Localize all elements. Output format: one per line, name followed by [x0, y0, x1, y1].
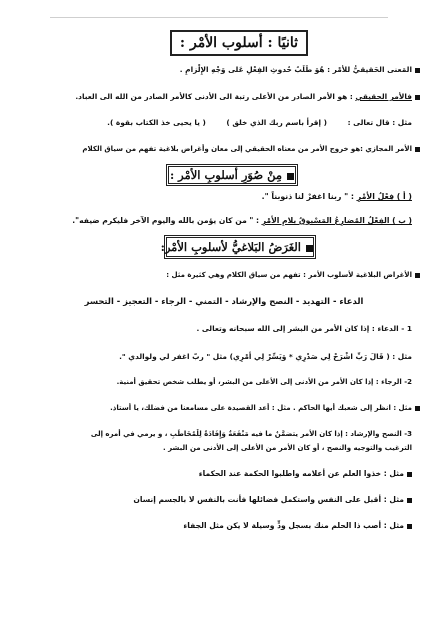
form-b-line: ( ب ) الفِعْلُ المُضارِعُ المَسْبوقُ بلامِ الأمْرِ : " من كان يؤمن بالله واليوم الآخر فليكرم ضيفه". [72, 216, 412, 225]
dua-example: مثل : ( قَالَ رَبِّ اشْرَحْ لِي صَدْرِي * وَيَسِّرْ لِي أَمْرِي) مثل " ربّ اغفر لي ولوالدي ". [119, 352, 412, 361]
nush-example-1: مثل : خذوا العلم عن أعلامه واطلبوا الحكمة عند الحكماء [22, 468, 412, 479]
purposes-intro-line: الأغراض البلاغية لأسلوب الأمر : تفهم من سياق الكلام وهي كثيرة مثل : [22, 270, 420, 281]
nush-heading: 3- النصح والإرشاد : إذا كان الأمر يتضمَّنُ ما فيه مَنْفَعَةٌ وَإِفَادَةٌ لِلْمُخَاطَبِ ، و يرمي في أمره إلى [90, 430, 412, 438]
section-title: ثانيًا : أسلوب الأمْر : [179, 35, 299, 51]
example-line: مثل : قال تعالى : ( إقرأ باسم ربك الذي خلق ) ( يا يحيى خذ الكتاب بقوة ). [107, 118, 412, 127]
bullet-icon [407, 498, 412, 503]
square-icon [287, 173, 294, 180]
nush-example-3: مثل : أصب ذا الحلم منك بسجل ودٍّ وسيلة لا يكن مثل الجفاء [22, 520, 412, 531]
purposes-list: الدعاء - التهديد - النصح والإرشاد - التمني - الرجاء - التعجيز - التحسر [84, 296, 364, 306]
bullet-icon [415, 147, 420, 152]
bullet-icon [407, 472, 412, 477]
section-title-box [170, 30, 308, 56]
top-divider [50, 17, 388, 18]
bullet-icon [407, 524, 412, 529]
purposes-title-box: الغَرَضُ البَلاغيُّ لأسلوبِ الأمْر: [164, 235, 316, 259]
raja-example: مثل : انظر إلى شعبك أيها الحاكم . مثل : أعد القصيدة على مسامعنا من فضلك، يا أستاذ. [22, 403, 420, 414]
form-a-line: ( أ ) فِعْلُ الأمْرِ : " ربنا اغفرْ لنا ذنوبناً ". [261, 192, 412, 201]
dua-heading: 1 - الدعاء : إذا كان الأمر من البشر إلى الله سبحانه وتعالى . [196, 324, 412, 333]
bullet-icon [415, 406, 420, 411]
raja-heading: 2- الرجاء : إذا كان الأمر من الأدنى إلى الأعلى من البشر، أو يطلب شخص تحقيق أمنية. [116, 378, 412, 386]
nush-continuation: الترغيب والتوجيه والنصح ، أو كان الأمر من الأعلى إلى الأدنى من البشر . [163, 444, 412, 452]
real-meaning-line: المَعنى الحَقيقيُّ للأمْر : هُوَ طَلَبُ حُدوثِ الفِعْلِ عَلى وَجْهِ الإِلْزامِ . [22, 64, 420, 75]
nush-example-2: مثل : أقبل على النفس واستكمل فضائلها فأنت بالنفس لا بالجسم إنسان [22, 494, 412, 505]
bullet-icon [415, 68, 420, 73]
square-icon [306, 245, 313, 252]
real-command-line: فالأمر الحقيقي : هو الأمر الصادر من الأعلى رتبة الى الأدنى كالأمر الصادر من الله الى العباد. [22, 91, 420, 102]
bullet-icon [415, 273, 420, 278]
forms-title-box: مِنْ صُوَرِ أسلوبِ الأمْر : [166, 164, 298, 186]
bullet-icon [415, 95, 420, 100]
metaphor-line: الأمر المجازي :هو خروج الأمر من معناه الحقيقي إلى معان وأغراض بلاغية تفهم من سياق الكلام [22, 144, 420, 155]
